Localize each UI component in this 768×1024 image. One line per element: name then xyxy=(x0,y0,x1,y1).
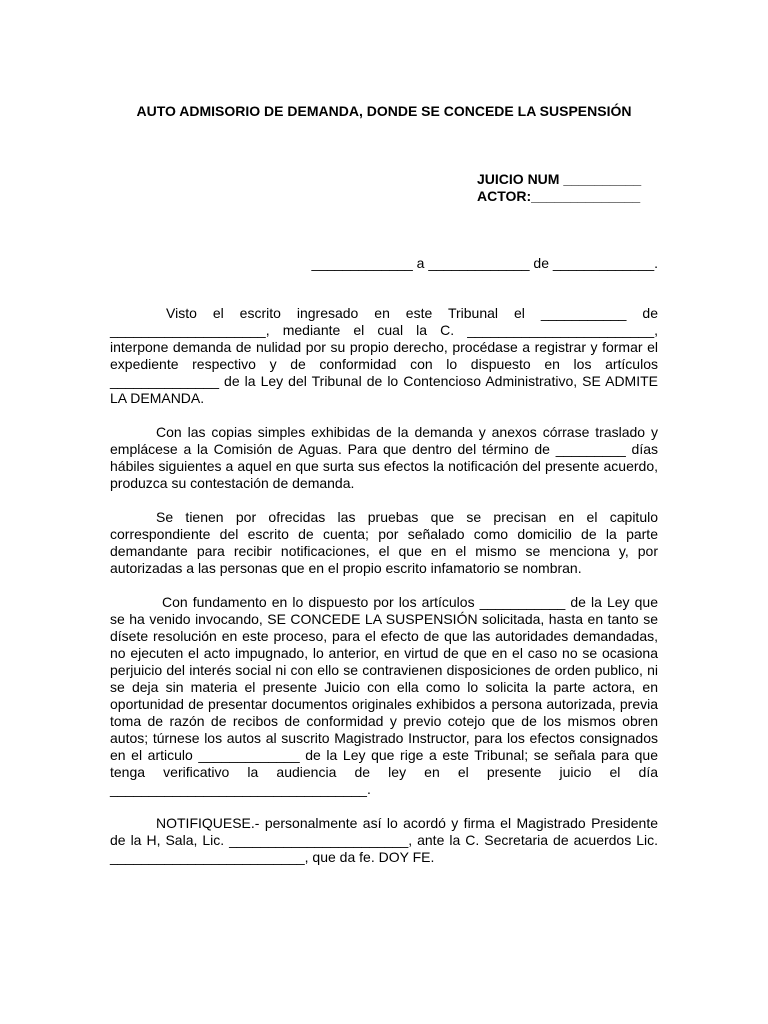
paragraph-admission: Visto el escrito ingresado en este Tribunal el ___________ de ____________________, mediante el cual la C. ________________________, interpone demanda de nulidad por su propio derecho, procédase a registrar y formar el expediente respectivo y de conformidad con lo dispuesto en los artículos ______________ de la Ley del Tribunal de lo Contencioso Administrativo, SE ADMITE LA DEMANDA. xyxy=(110,305,658,406)
paragraph-evidence: Se tienen por ofrecidas las pruebas que se precisan en el capitulo correspondiente del escrito de cuenta; por señalado como domicilio de la parte demandante para recibir notificaciones, el que en el mismo se menciona y, por autorizadas a las personas que en el propio escrito infamatorio se nombran. xyxy=(110,509,658,576)
case-number-line: JUICIO NUM __________ xyxy=(477,171,642,187)
case-header xyxy=(477,171,641,205)
document-body xyxy=(110,305,658,883)
paragraph-suspension: Con fundamento en lo dispuesto por los artículos ___________ de la Ley que se ha venido invocando, SE CONCEDE LA SUSPENSIÓN solicitada, hasta en tanto se dísete resolución en este proceso, para el efecto de que las autoridades demandadas, no ejecuten el acto impugnado, lo anterior, en virtud de que en el caso no se ocasiona perjuicio del interés social ni con ello se contravienen disposiciones de orden publico, ni se deja sin materia el presente Juicio con ella como lo solicita la parte actora, en oportunidad de presentar documentos originales exhibidos a persona autorizada, previa toma de razón de recibos de conformidad y previo cotejo que de los mismos obren autos; túrnese los autos al suscrito Magistrado Instructor, para los efectos consignados en el articulo _____________ de la Ley que rige a este Tribunal; se señala para que tenga verificativo la audiencia de ley en el presente juicio el día _________________________________. xyxy=(110,594,658,797)
paragraph-notify-signature: NOTIFIQUESE.- personalmente así lo acordó y firma el Magistrado Presidente de la H, Sala, Lic. _______________________, ante la C. Secretaria de acuerdos Lic. _________________________, que da fe. DOY FE. xyxy=(110,815,658,865)
actor-line: ACTOR:______________ xyxy=(477,188,641,204)
paragraph-notification: Con las copias simples exhibidas de la demanda y anexos córrase traslado y emplácese a la Comisión de Aguas. Para que dentro del término de _________ días hábiles siguientes a aquel en que surta sus efectos la notificación del presente acuerdo, produzca su contestación de demanda. xyxy=(110,424,658,491)
date-line: _____________ a _____________ de _____________. xyxy=(311,255,658,271)
document-title: AUTO ADMISORIO DE DEMANDA, DONDE SE CONCEDE LA SUSPENSIÓN xyxy=(136,103,632,119)
